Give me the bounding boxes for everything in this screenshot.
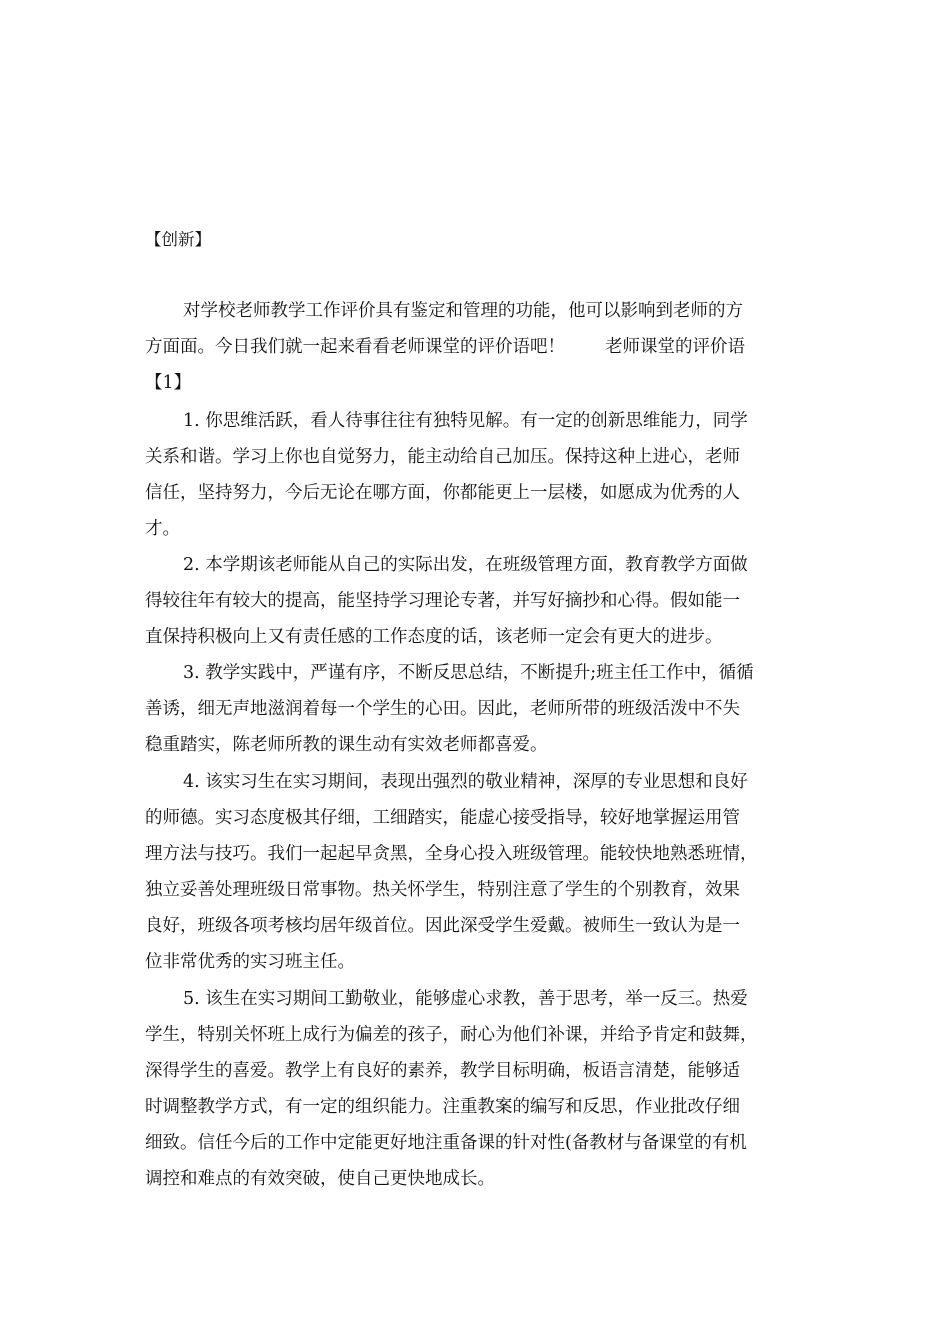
item-2-line-2: 得较往年有较大的提高，能坚持学习理论专著，并写好摘抄和心得。假如能一 (145, 591, 740, 611)
item-5-line-1: 5. 该生在实习期间工勤敬业，能够虚心求教，善于思考，举一反三。热爱 (183, 989, 748, 1009)
item-4-line-6: 位非常优秀的实习班主任。 (145, 952, 355, 972)
intro-line-2-text: 方面面。今日我们就一起来看看老师课堂的评价语吧！ (145, 337, 565, 357)
item-4-line-1: 4. 该实习生在实习期间，表现出强烈的敬业精神，深厚的专业思想和良好 (183, 772, 748, 792)
item-2-line-3: 直保持积极向上又有责任感的工作态度的话，该老师一定会有更大的进步。 (145, 627, 723, 647)
item-1-line-1: 1. 你思维活跃，看人待事往往有独特见解。有一定的创新思维能力，同学 (183, 411, 748, 431)
item-5-line-3: 深得学生的喜爱。教学上有良好的素养，教学目标明确，板语言清楚，能够适 (145, 1061, 740, 1081)
item-4-line-4: 独立妥善处理班级日常事物。热关怀学生，特别注意了学生的个别教育，效果 (145, 880, 740, 900)
item-3-line-2: 善诱，细无声地滋润着每一个学生的心田。因此，老师所带的班级活泼中不失 (145, 699, 740, 719)
item-5-line-2: 学生，特别关怀班上成行为偏差的孩子，耐心为他们补课，并给予肯定和鼓舞， (145, 1025, 758, 1045)
item-5-line-4: 时调整教学方式，有一定的组织能力。注重教案的编写和反思，作业批改仔细 (145, 1097, 740, 1117)
item-5-line-6: 调控和难点的有效突破，使自己更快地成长。 (145, 1169, 495, 1189)
intro-line-2 (145, 331, 745, 363)
item-4-line-2: 的师德。实习态度极其仔细，工细踏实，能虚心接受指导，较好地掌握运用管 (145, 808, 740, 828)
item-4-line-3: 理方法与技巧。我们一起起早贪黑，全身心投入班级管理。能较快地熟悉班情， (145, 844, 758, 864)
item-1-line-4: 才。 (145, 519, 180, 539)
intro-subheading: 老师课堂的评价语 (605, 337, 745, 357)
intro-line-1: 对学校老师教学工作评价具有鉴定和管理的功能，他可以影响到老师的方 (183, 301, 743, 321)
item-2-line-1: 2. 本学期该老师能从自己的实际出发，在班级管理方面，教育教学方面做 (183, 555, 748, 575)
item-1-line-3: 信任，坚持努力，今后无论在哪方面，你都能更上一层楼，如愿成为优秀的人 (145, 483, 740, 503)
item-3-line-1: 3. 教学实践中，严谨有序，不断反思总结，不断提升;班主任工作中，循循 (183, 663, 754, 683)
item-4-line-5: 良好，班级各项考核均居年级首位。因此深受学生爱戴。被师生一致认为是一 (145, 916, 740, 936)
item-5-line-5: 细致。信任今后的工作中定能更好地注重备课的针对性(备教材与备课堂的有机 (145, 1133, 747, 1153)
item-3-line-3: 稳重踏实，陈老师所教的课生动有实效老师都喜爱。 (145, 735, 548, 755)
intro-line-3: 【1】 (145, 373, 192, 393)
item-1-line-2: 关系和谐。学习上你也自觉努力，能主动给自己加压。保持这种上进心，老师 (145, 447, 740, 467)
section-heading: 【创新】 (145, 230, 211, 249)
